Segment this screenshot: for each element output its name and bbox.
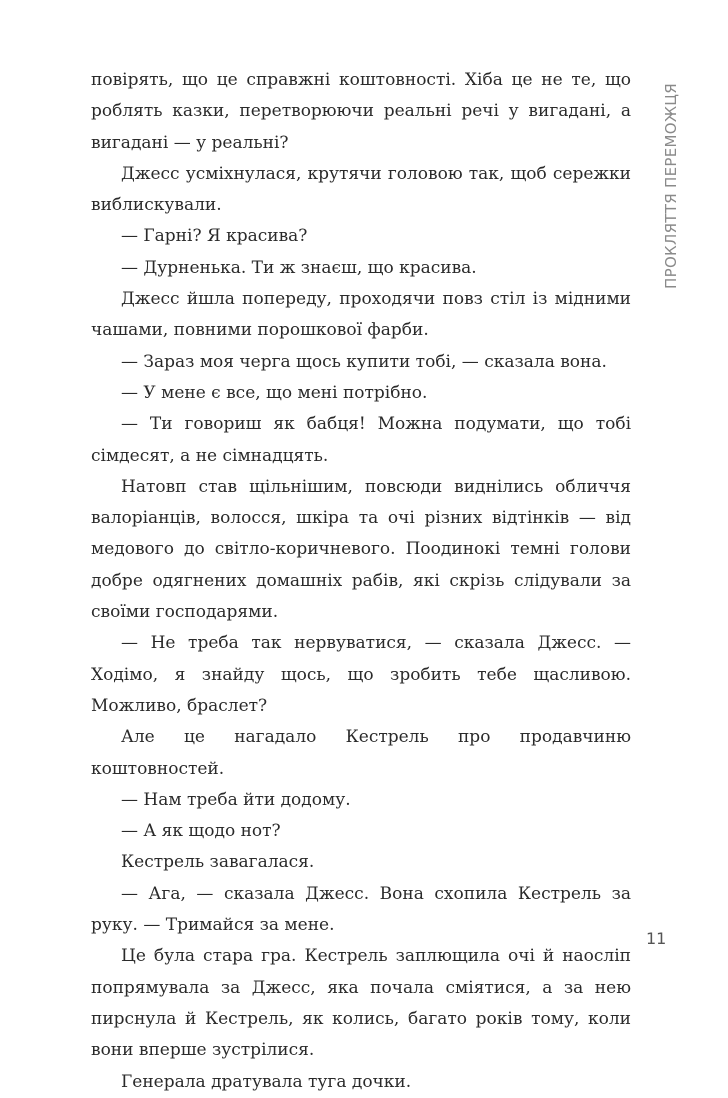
paragraph-11: Але це нагадало Кестрель про продавчиню коштовностей.: [91, 727, 631, 779]
running-head: [656, 70, 682, 302]
page-number: 11: [646, 929, 667, 948]
paragraph-2: Джесс усміхнулася, крутячи головою так, щоб сережки виблискували.: [91, 163, 631, 216]
paragraph-9: Натовп став щільнішим, повсюди виднілись обличчя валоріанців, волосся, шкіра та очі різних відтінків — від медового до світло-коричневого. Поодинокі темні голови добре одягнених домашніх рабів, які скрізь слідували за своїми господарями.: [91, 476, 631, 623]
paragraph-4: — Дурненька. Ти ж знаєш, що красива.: [121, 257, 477, 278]
running-head-title: ПРОКЛЯТТЯ ПЕРЕМОЖЦЯ: [662, 83, 680, 289]
paragraph-3: — Гарні? Я красива?: [121, 226, 308, 247]
paragraph-17: Генерала дратувала туга дочки.: [121, 1071, 412, 1092]
paragraph-6: — Зараз моя черга щось купити тобі, — сказала вона.: [121, 351, 607, 372]
paragraph-10: — Не треба так нервуватися, — сказала Джесс. — Ходімо, я знайду щось, що зробить тебе щасливою. Можливо, браслет?: [91, 633, 631, 716]
paragraph-12: — Нам треба йти додому.: [121, 789, 351, 810]
paragraph-16: Це була стара гра. Кестрель заплющила очі й наосліп попрямувала за Джесс, яка почала сміятися, а за нею пирснула й Кестрель, як колись, багато років тому, коли вони вперше зустрілися.: [91, 946, 631, 1061]
paragraph-1: повірять, що це справжні коштовності. Хіба це не те, що роблять казки, перетворюючи реальні речі у вигадані, а вигадані — у реальні?: [91, 70, 631, 153]
paragraph-5: Джесс йшла попереду, проходячи повз стіл із мідними чашами, повними порошкової фарби.: [91, 289, 631, 341]
paragraph-15: — Ага, — сказала Джесс. Вона схопила Кестрель за руку. — Тримайся за мене.: [91, 883, 631, 936]
paragraph-8: — Ти говориш як бабця! Можна подумати, що тобі сімдесят, а не сімнадцять.: [91, 414, 631, 466]
paragraph-7: — У мене є все, що мені потрібно.: [121, 382, 428, 403]
body-text: [91, 65, 631, 1098]
paragraph-13: — А як щодо нот?: [121, 821, 281, 842]
paragraph-14: Кестрель завагалася.: [121, 852, 315, 873]
